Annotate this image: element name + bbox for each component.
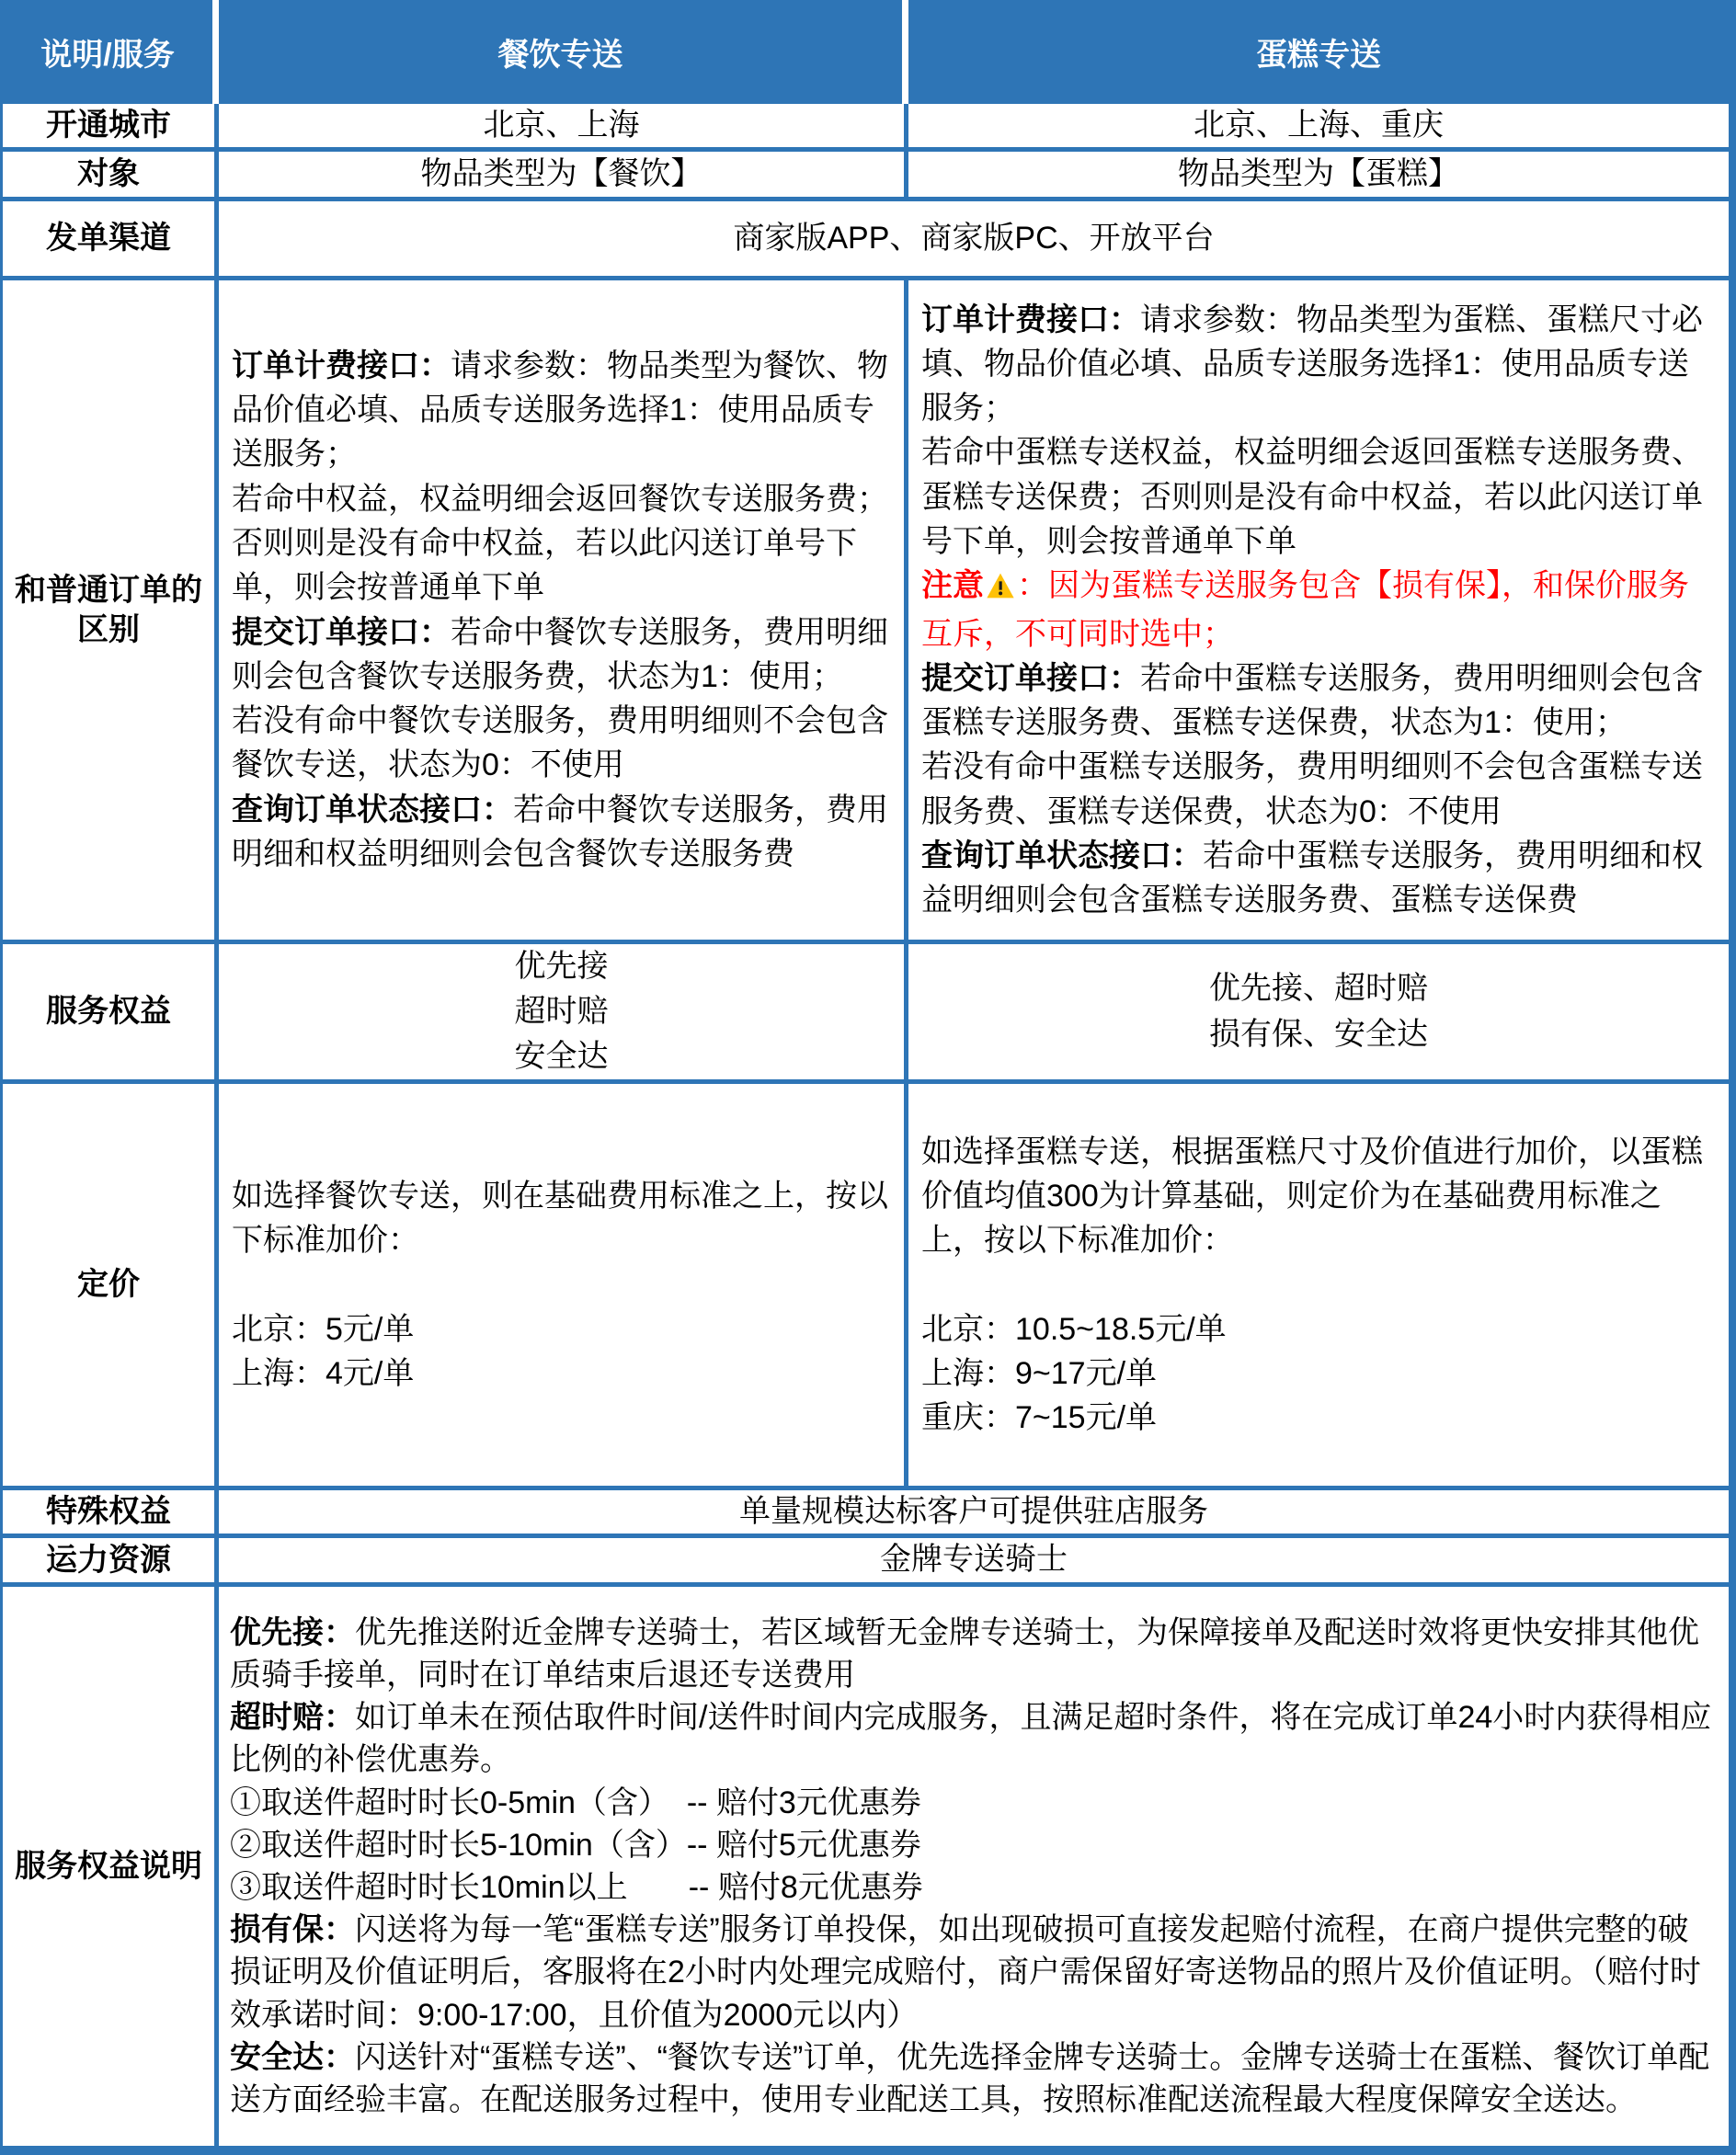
row-benefits-canyin: 优先接 超时赔 安全达 [219,944,908,1084]
row-pricing-dangao [908,1084,1729,1490]
row-pricing-canyin [219,1084,908,1490]
explain-compensation-tier-3: ③取送件超时时长10min以上 -- 赔付8元优惠券 [230,1870,923,1905]
diff-canyin-p2: 若命中权益，权益明细会返回餐饮专送服务费；否则则是没有命中权益，若以此闪送订单号下单，则会按普通单下单 [232,481,888,606]
row-target-label: 对象 [3,152,219,201]
diff-canyin-p1: 订单计费接口：请求参数：物品类型为餐饮、物品价值必填、品质专送服务选择1：使用品质专送服务； [232,348,888,473]
row-diff-canyin [219,280,908,944]
row-benefits-dangao: 优先接、超时赔 损有保、安全达 [908,944,1729,1084]
warning-icon [986,567,1015,611]
diff-dangao-p1: 订单计费接口：请求参数：物品类型为蛋糕、蛋糕尺寸必填、物品价值必填、品质专送服务选择1：使用品质专送服务； [921,302,1703,427]
pricing-dangao-item: 上海：9~17元/单 [921,1355,1158,1391]
diff-dangao-warning-note: 注意 ：因为蛋糕专送服务包含【损有保】，和保价服务互斥，不可同时选中； [921,568,1689,652]
explain-p6: 损有保：闪送将为每一笔“蛋糕专送”服务订单投保，如出现破损可直接发起赔付流程，在商户提供完整的破损证明及价值证明后，客服将在2小时内处理完成赔付，商户需保留好寄送物品的照片及价值证明。（赔付时效承诺时间：9:00-17:00，且价值为2000元以内） [230,1912,1701,2033]
explain-p1: 优先接：优先推送附近金牌专送骑士，若区域暂无金牌专送骑士，为保障接单及配送时效将更快安排其他优质骑手接单，同时在订单结束后退还专送费用 [230,1614,1699,1693]
pricing-dangao-item: 重庆：7~15元/单 [921,1400,1158,1436]
row-channel-merged: 商家版APP、商家版PC、开放平台 [219,201,1729,280]
row-special-merged: 单量规模达标客户可提供驻店服务 [219,1490,1729,1538]
row-capacity-merged: 金牌专送骑士 [219,1538,1729,1587]
row-diff-dangao [908,280,1729,944]
row-target-dangao: 物品类型为【蛋糕】 [908,152,1729,201]
diff-dangao-p3: 提交订单接口：若命中蛋糕专送服务，费用明细则会包含蛋糕专送服务费、蛋糕专送保费，状态为1：使用； [921,660,1703,741]
row-city-canyin: 北京、上海 [219,104,908,152]
explain-p2: 超时赔：如订单未在预估取件时间/送件时间内完成服务，且满足超时条件，将在完成订单24小时内获得相应比例的补偿优惠券。 [230,1700,1712,1778]
header-cell-canyin [219,0,908,104]
pricing-dangao-item: 北京：10.5~18.5元/单 [921,1311,1227,1347]
explain-compensation-tier-2: ②取送件超时时长5-10min（含）-- 赔付5元优惠券 [230,1827,921,1863]
row-explain-label: 服务权益说明 [3,1587,219,2146]
pricing-canyin-item: 上海：4元/单 [232,1355,415,1391]
row-diff-label: 和普通订单的区别 [3,280,219,944]
header-dangao: 蛋糕专送 [1256,38,1381,73]
diff-dangao-p4: 若没有命中蛋糕专送服务，费用明细则不会包含蛋糕专送服务费、蛋糕专送保费，状态为0：不使用 [921,749,1703,829]
diff-dangao-p2: 若命中蛋糕专送权益，权益明细会返回蛋糕专送服务费、蛋糕专送保费；否则则是没有命中权益，若以此闪送订单号下单，则会按普通单下单 [921,435,1703,559]
pricing-canyin-item: 北京：5元/单 [232,1311,415,1347]
row-capacity-label: 运力资源 [3,1538,219,1587]
pricing-dangao-intro: 如选择蛋糕专送，根据蛋糕尺寸及价值进行加价，以蛋糕价值均值300为计算基础，则定价为在基础费用标准之上，按以下标准加价： [921,1134,1703,1259]
row-channel-label: 发单渠道 [3,201,219,280]
explain-compensation-tier-1: ①取送件超时时长0-5min（含） -- 赔付3元优惠券 [230,1784,921,1820]
row-city-dangao: 北京、上海、重庆 [908,104,1729,152]
diff-canyin-p5: 查询订单状态接口：若命中餐饮专送服务，费用明细和权益明细则会包含餐饮专送服务费 [232,792,888,872]
diff-canyin-p4: 若没有命中餐饮专送服务，费用明细则不会包含餐饮专送，状态为0：不使用 [232,703,888,783]
header-label: 说明/服务 [40,38,175,73]
row-special-label: 特殊权益 [3,1490,219,1538]
header-cell-label [3,0,219,104]
row-city-label: 开通城市 [3,104,219,152]
diff-canyin-p3: 提交订单接口：若命中餐饮专送服务，费用明细则会包含餐饮专送服务费，状态为1：使用； [232,614,888,694]
row-benefits-label: 服务权益 [3,944,219,1084]
row-pricing-label: 定价 [3,1084,219,1490]
row-target-canyin: 物品类型为【餐饮】 [219,152,908,201]
pricing-canyin-intro: 如选择餐饮专送，则在基础费用标准之上，按以下标准加价： [232,1178,888,1259]
explain-p7: 安全达：闪送针对“蛋糕专送”、“餐饮专送”订单，优先选择金牌专送骑士。金牌专送骑士在蛋糕、餐饮订单配送方面经验丰富。在配送服务过程中，使用专业配送工具，按照标准配送流程最大程度保障安全送达。 [230,2039,1710,2118]
header-cell-dangao [908,0,1729,104]
row-explain-merged [219,1587,1729,2146]
header-canyin: 餐饮专送 [497,38,623,73]
diff-dangao-p5: 查询订单状态接口：若命中蛋糕专送服务，费用明细和权益明细则会包含蛋糕专送服务费、蛋糕专送保费 [921,838,1703,918]
